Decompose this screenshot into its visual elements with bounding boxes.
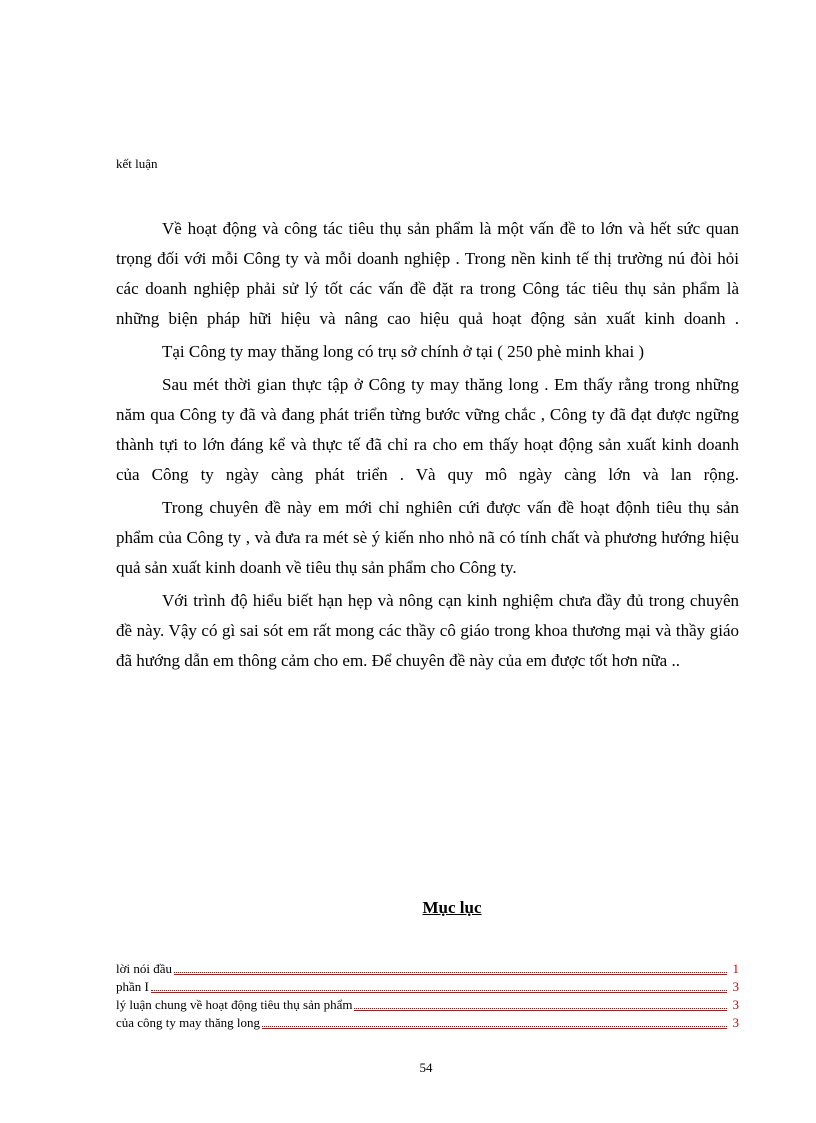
toc-entry[interactable]: [116, 976, 739, 994]
toc-entry-page: 1: [732, 961, 739, 976]
toc-entry-label: lý luận chung về hoạt động tiêu thụ sản phẩm: [116, 997, 353, 1012]
toc-entry[interactable]: [116, 958, 739, 976]
toc-leader-dots: [174, 971, 727, 973]
section-heading: kết luận: [116, 156, 158, 171]
toc-leader-dots: [354, 1007, 727, 1009]
toc-entry-page: 3: [732, 1015, 739, 1030]
paragraph-headquarters: Tại Công ty may thăng long có trụ sở chính ở tại ( 250 phè minh khai ): [162, 342, 645, 361]
body-text: [116, 214, 739, 676]
paragraph-thanks: Với trình độ hiểu biết hạn hẹp và nông cạn kinh nghiệm chưa đầy đủ trong chuyên đề này. Vậy có gì sai sót em rất mong các thầy cô giáo trong khoa thương mại và thầy giáo đã hướng dẫn em thông cảm cho em. Để chuyên đề này của em được tốt hơn nữa ..: [116, 591, 739, 670]
toc-entry[interactable]: [116, 994, 739, 1012]
paragraph-internship: Sau mét thời gian thực tập ở Công ty may thăng long . Em thấy rằng trong những năm qua Công ty đã và đang phát triển từng bước vững chắc , Công ty đã đạt được ngững thành tựi to lớn đáng kể và thực tế đã chỉ ra cho em thấy hoạt động sản xuất kinh doanh của Công ty ngày càng phát triển . Và quy mô ngày càng lớn và lan rộng.: [116, 375, 739, 484]
toc-leader-dots: [151, 989, 727, 991]
toc-entry[interactable]: [116, 1012, 739, 1030]
page-number: 54: [419, 1060, 433, 1075]
toc-leader-dots: [262, 1025, 727, 1027]
paragraph-conclusion: Về hoạt động và công tác tiêu thụ sản phẩm là một vấn đề to lớn và hết sức quan trọng đối với mỗi Công ty và mỗi doanh nghiệp . Trong nền kinh tế thị trường nú đòi hỏi các doanh nghiệp phải sử lý tốt các vấn đề đặt ra trong Công tác tiêu thụ sản phẩm là những biện pháp hữi hiệu và nâng cao hiệu quả hoạt động sản xuất kinh doanh .: [116, 219, 739, 328]
toc-entry-label: phần I: [116, 979, 149, 994]
toc-entry-label: của công ty may thăng long: [116, 1015, 261, 1030]
table-of-contents: [116, 958, 739, 1030]
toc-entry-page: 3: [732, 997, 739, 1012]
toc-title: Mục lục: [422, 898, 482, 917]
toc-entry-page: 3: [732, 979, 739, 994]
toc-entry-label: lời nói đầu: [116, 961, 172, 976]
paragraph-topic: Trong chuyên đề này em mới chỉ nghiên cứi được vấn đề hoạt độnh tiêu thụ sản phẩm của Công ty , và đưa ra mét sè ý kiến nho nhỏ nã có tính chất và phương hướng hiệu quả sản xuất kinh doanh về tiêu thụ sản phẩm cho Công ty.: [116, 498, 739, 577]
